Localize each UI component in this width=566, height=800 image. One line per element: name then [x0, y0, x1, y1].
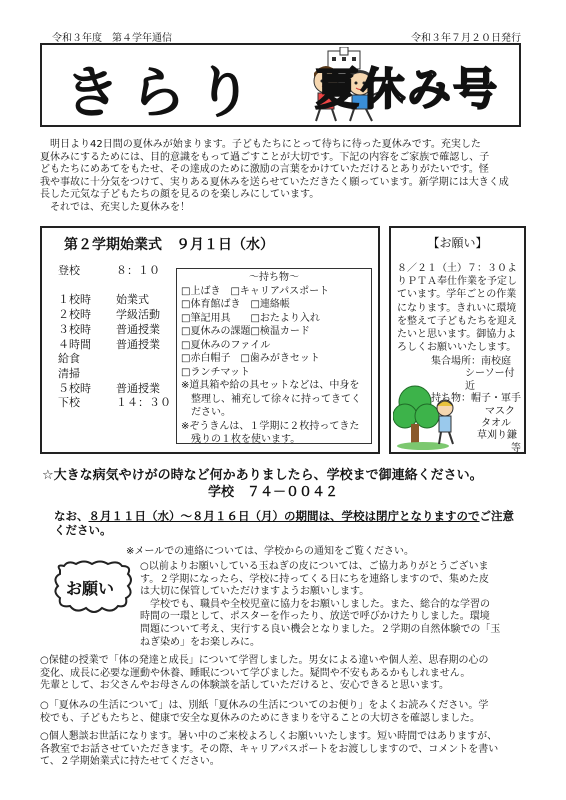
request-item: 草刈り鎌 [477, 430, 517, 442]
schedule-value: 学級活動 [116, 308, 160, 322]
title-banner [40, 43, 521, 127]
visit-line: ○個人懇談お世話になります。暑い中のご来校よろしくお願いいたします。短い時間ではありますが、 [40, 731, 498, 742]
checklist-item: □ランチマット [181, 366, 251, 378]
issue-date: 令和３年７月２０日発行 [411, 33, 521, 44]
request-item: タオル [481, 418, 511, 430]
schedule-value: ８：１０ [116, 264, 160, 277]
items-note: ※ぞうきんは、１学期に２枚持ってきた残りの１枚を使います。 [181, 420, 360, 445]
intro-line: 我や事故に十分気をつけて、実りある夏休みを送らせていただきたく願っています。新学期には大きく成 [40, 176, 509, 188]
health-line: ○保健の授業で「体の発達と成長」について学習しました。男女による違いや個人差、思春期の心の [40, 655, 489, 666]
schedule-row [58, 352, 171, 367]
life-line: ○「夏休みの生活について」は、別紙「夏休みの生活についてのお便り」をよくお読みください。学 [40, 700, 489, 711]
closure-notice [54, 509, 524, 537]
schedule-row [58, 367, 171, 382]
checklist-item: □筆記用具 □おたより入れ [181, 312, 320, 324]
items-box [176, 268, 372, 444]
schedule-key: 下校 [58, 396, 80, 410]
schedule-row [58, 323, 171, 338]
request-title: 【お願い】 [427, 236, 488, 250]
onegai-line: 問題について考え、実行する良い機会となりました。２学期の自然体験での「玉 [140, 623, 501, 635]
onegai-line: す。２学期になったら、学校に持ってくる日にちを連絡しますので、集めた皮 [140, 573, 489, 585]
school-phone: 学校 ７４－００４２ [208, 485, 339, 500]
schedule-value: 普通授業 [116, 322, 160, 336]
schedule-value: 普通授業 [116, 337, 160, 351]
intro-line: 長した元気な子どもたちの顔を見るのを楽しみにしています。 [40, 189, 320, 201]
schedule-row [58, 382, 171, 397]
intro-line: 夏休みにするためには、目的意識をもって過ごすことが大切です。下記の内容をご家族で確認し、子 [40, 151, 490, 163]
schedule-row [58, 279, 171, 294]
onegai-badge-label: お願い [66, 579, 115, 598]
schedule-box [40, 226, 380, 454]
request-item: 等 [511, 442, 521, 454]
issue-label: 令和３年度 第４学年通信 [52, 33, 172, 44]
items-note: ※道具箱や給の具セットなどは、中身を整理し、補充して徐々に持ってきてください。 [181, 380, 361, 418]
onegai-line: は大切に保管していただけますようお願いします。 [140, 586, 370, 598]
closure-period: ８月１１日（水）～８月１６日（月）の期間は、学校は閉庁となりますので [88, 509, 480, 523]
schedule-key: ４時間 [58, 337, 91, 351]
schedule-value: 始業式 [116, 293, 149, 307]
schedule-key: ２校時 [58, 308, 91, 322]
intro-line: それでは、充実した夏休みを！ [40, 201, 190, 213]
schedule-key: 清掃 [58, 366, 80, 380]
contact-alert: ☆大きな病気やけがの時など何かありましたら、学校まで御連絡ください。 [42, 468, 483, 483]
onegai-text [140, 561, 526, 649]
checklist-item: □上ばき □キャリアパスポート [181, 285, 330, 297]
health-paragraph [40, 655, 526, 693]
health-line: 先輩として、お父さんやお母さんの体験談を話していただけると、安心できると思います。 [40, 680, 449, 692]
closure-suffix: ご注意ください。 [54, 509, 514, 537]
onegai-line: 時間の一環として、ポスターを作ったり、放送で呼びかけたりしました。環境 [140, 611, 490, 623]
summer-life-paragraph [40, 700, 526, 725]
request-place-detail: シーソー付近 [465, 368, 515, 392]
visit-line: て、２学期始業式に持たせてください。 [40, 756, 220, 768]
schedule-row [58, 264, 171, 279]
schedule-list [58, 264, 171, 411]
intro-line: 明日より42日間の夏休みが始まります。子どもたちにとって待ちに待った夏休みです。充実した [40, 139, 481, 150]
schedule-row [58, 293, 171, 308]
schedule-key: ３校時 [58, 322, 91, 336]
onegai-line: 学校でも、職員や全校児童に協力をお願いしました。また、総合的な学習の [140, 598, 490, 610]
schedule-key [58, 279, 116, 294]
schedule-key: 登校 [58, 264, 80, 277]
visit-line: 各教室でお話させていただきます。その際、キャリアパスポートをお渡ししますので、コメントを書い [40, 743, 499, 755]
items-heading: ～持ち物～ [249, 272, 299, 283]
newsletter-title: きらり [64, 61, 262, 126]
schedule-row [58, 308, 171, 323]
closure-prefix: なお、 [54, 509, 89, 523]
schedule-value: １４：３０ [116, 396, 171, 410]
schedule-key: ５校時 [58, 381, 91, 395]
request-place-block [431, 356, 524, 455]
checklist-item: □体育館ばき □連絡帳 [181, 299, 290, 310]
request-item: マスク [485, 405, 515, 417]
checklist-item: □赤白帽子 □歯みがきセット [181, 353, 320, 364]
request-place-label: 集合場所：南校庭 [431, 356, 511, 367]
schedule-key: １校時 [58, 293, 91, 307]
intro-line: どもたちにめあてをもたせ、その達成のために激励の言葉をかけていただけるとありがたいです。怪 [40, 164, 489, 176]
onegai-badge [52, 560, 134, 620]
health-line: 変化、成長に必要な運動や休養、睡眠について学びました。疑問や不安もあるかもしれません。 [40, 667, 471, 679]
schedule-row [58, 396, 171, 411]
onegai-line: ○以前よりお願いしている玉ねぎの皮については、ご協力ありがとうございま [140, 561, 489, 572]
schedule-value: 普通授業 [116, 381, 160, 395]
request-body: ８／２１（土）７：３０よりＰＴＡ奉仕作業を予定しています。学年ごとの作業になります。きれいに環境を整えて子どもたちを迎えたいと思います。御協力よろしくお願いいたします。 [397, 263, 517, 354]
onegai-line: ねぎ染め」をお楽しみに。 [140, 636, 260, 648]
schedule-title: 第２学期始業式 ９月１日（水） [64, 237, 274, 253]
newsletter-subtitle: 夏休み号 [315, 64, 499, 115]
checklist-item: □夏休みのファイル [181, 339, 271, 351]
checklist-item: □夏休みの課題□検温カード [181, 326, 310, 337]
schedule-key: 給食 [58, 352, 80, 366]
mail-note: ※メールでの連絡については、学校からの通知をご覧ください。 [126, 546, 414, 557]
schedule-row [58, 338, 171, 353]
conference-paragraph [40, 731, 526, 769]
life-line: 校でも、子どもたちと、健康で安全な夏休みのためにきまりを守ることの大切さを確認しました。 [40, 712, 480, 724]
intro-paragraph [40, 139, 526, 215]
request-items-label: 持ち物：帽子・軍手 [431, 393, 521, 405]
request-box [389, 226, 526, 454]
